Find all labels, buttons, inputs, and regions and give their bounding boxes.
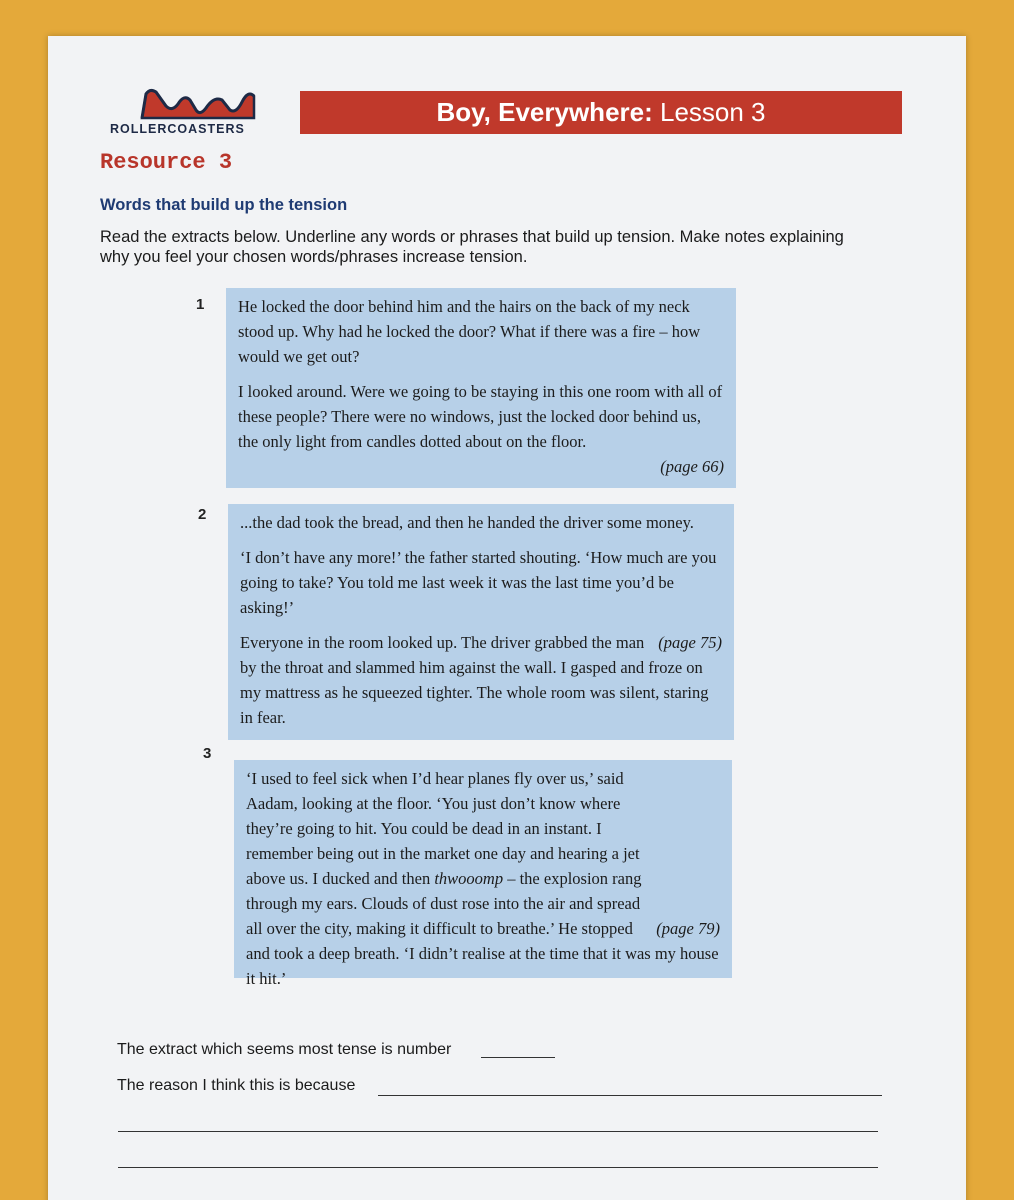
lesson-title-bar [300, 91, 902, 134]
extract-1-page-ref: (page 66) [660, 457, 724, 476]
reason-answer-line-3[interactable] [118, 1167, 878, 1168]
extract-2-page-ref: (page 75) [658, 633, 722, 652]
extract-3-text-after: – the explosion rang through my ears. Clouds of dust rose into the air and spread all over the city, making it difficult to breathe.’ He stopped and took a deep breath. ‘I didn’t realise at the time that it was my house it hit.’ [246, 869, 719, 988]
extract-box-1 [226, 288, 736, 488]
lesson-title-number: Lesson 3 [652, 97, 766, 127]
extract-number-3: 3 [203, 745, 212, 762]
extract-box-3 [234, 760, 732, 988]
rollercoasters-logo [110, 86, 286, 138]
extract-1-paragraph: He locked the door behind him and the hairs on the back of my neck stood up. Why had he locked the door? What if there was a fire – how would we get out? [238, 297, 701, 366]
extract-3-page-ref: (page 79) [656, 919, 720, 938]
extract-2-paragraph: ...the dad took the bread, and then he handed the driver some money. [240, 513, 694, 532]
instructions-text: Read the extracts below. Underline any words or phrases that build up tension. Make notes explaining why you feel your chosen words/phrases increase tension. [100, 228, 844, 266]
worksheet-paper [48, 36, 966, 1200]
lesson-title-book: Boy, Everywhere: [436, 97, 653, 127]
reason-answer-line-2[interactable] [118, 1131, 878, 1132]
extract-number-2: 2 [198, 506, 207, 523]
extract-box-2 [228, 504, 734, 740]
reason-prompt: The reason I think this is because [117, 1077, 356, 1094]
extract-number-1: 1 [196, 296, 205, 313]
section-subheading: Words that build up the tension [100, 196, 348, 214]
resource-label: Resource 3 [100, 150, 233, 175]
extract-2-paragraph-text: Everyone in the room looked up. The driver grabbed the man by the throat and slammed him against the wall. I gasped and froze on my mattress as he squeezed tighter. The whole room was silent, staring in fear. [240, 633, 709, 727]
extract-3-paragraph [246, 766, 720, 991]
extract-1-paragraph: I looked around. Were we going to be staying in this one room with all of these people? There were no windows, just the locked door behind us, the only light from candles dotted about on the floor. [238, 382, 723, 451]
rollercoaster-track-icon [138, 86, 258, 120]
extract-2-paragraph [240, 630, 722, 730]
most-tense-prompt: The extract which seems most tense is number [117, 1041, 452, 1058]
reason-answer-line-1[interactable] [378, 1095, 882, 1096]
extract-2-paragraph: ‘I don’t have any more!’ the father started shouting. ‘How much are you going to take? You told me last week it was the last time you’d be asking!’ [240, 548, 717, 617]
extract-3-text-before: ‘I used to feel sick when I’d hear planes fly over us,’ said Aadam, looking at the floor. ‘You just don’t know where they’re going to hit. You could be dead in an instant. I remember being out in the market one day and hearing a jet above us. I ducked and then [246, 769, 640, 888]
most-tense-answer-line[interactable] [481, 1057, 555, 1058]
extract-3-text-italic: thwooomp [434, 869, 504, 888]
logo-text: ROLLERCOASTERS [110, 122, 245, 136]
